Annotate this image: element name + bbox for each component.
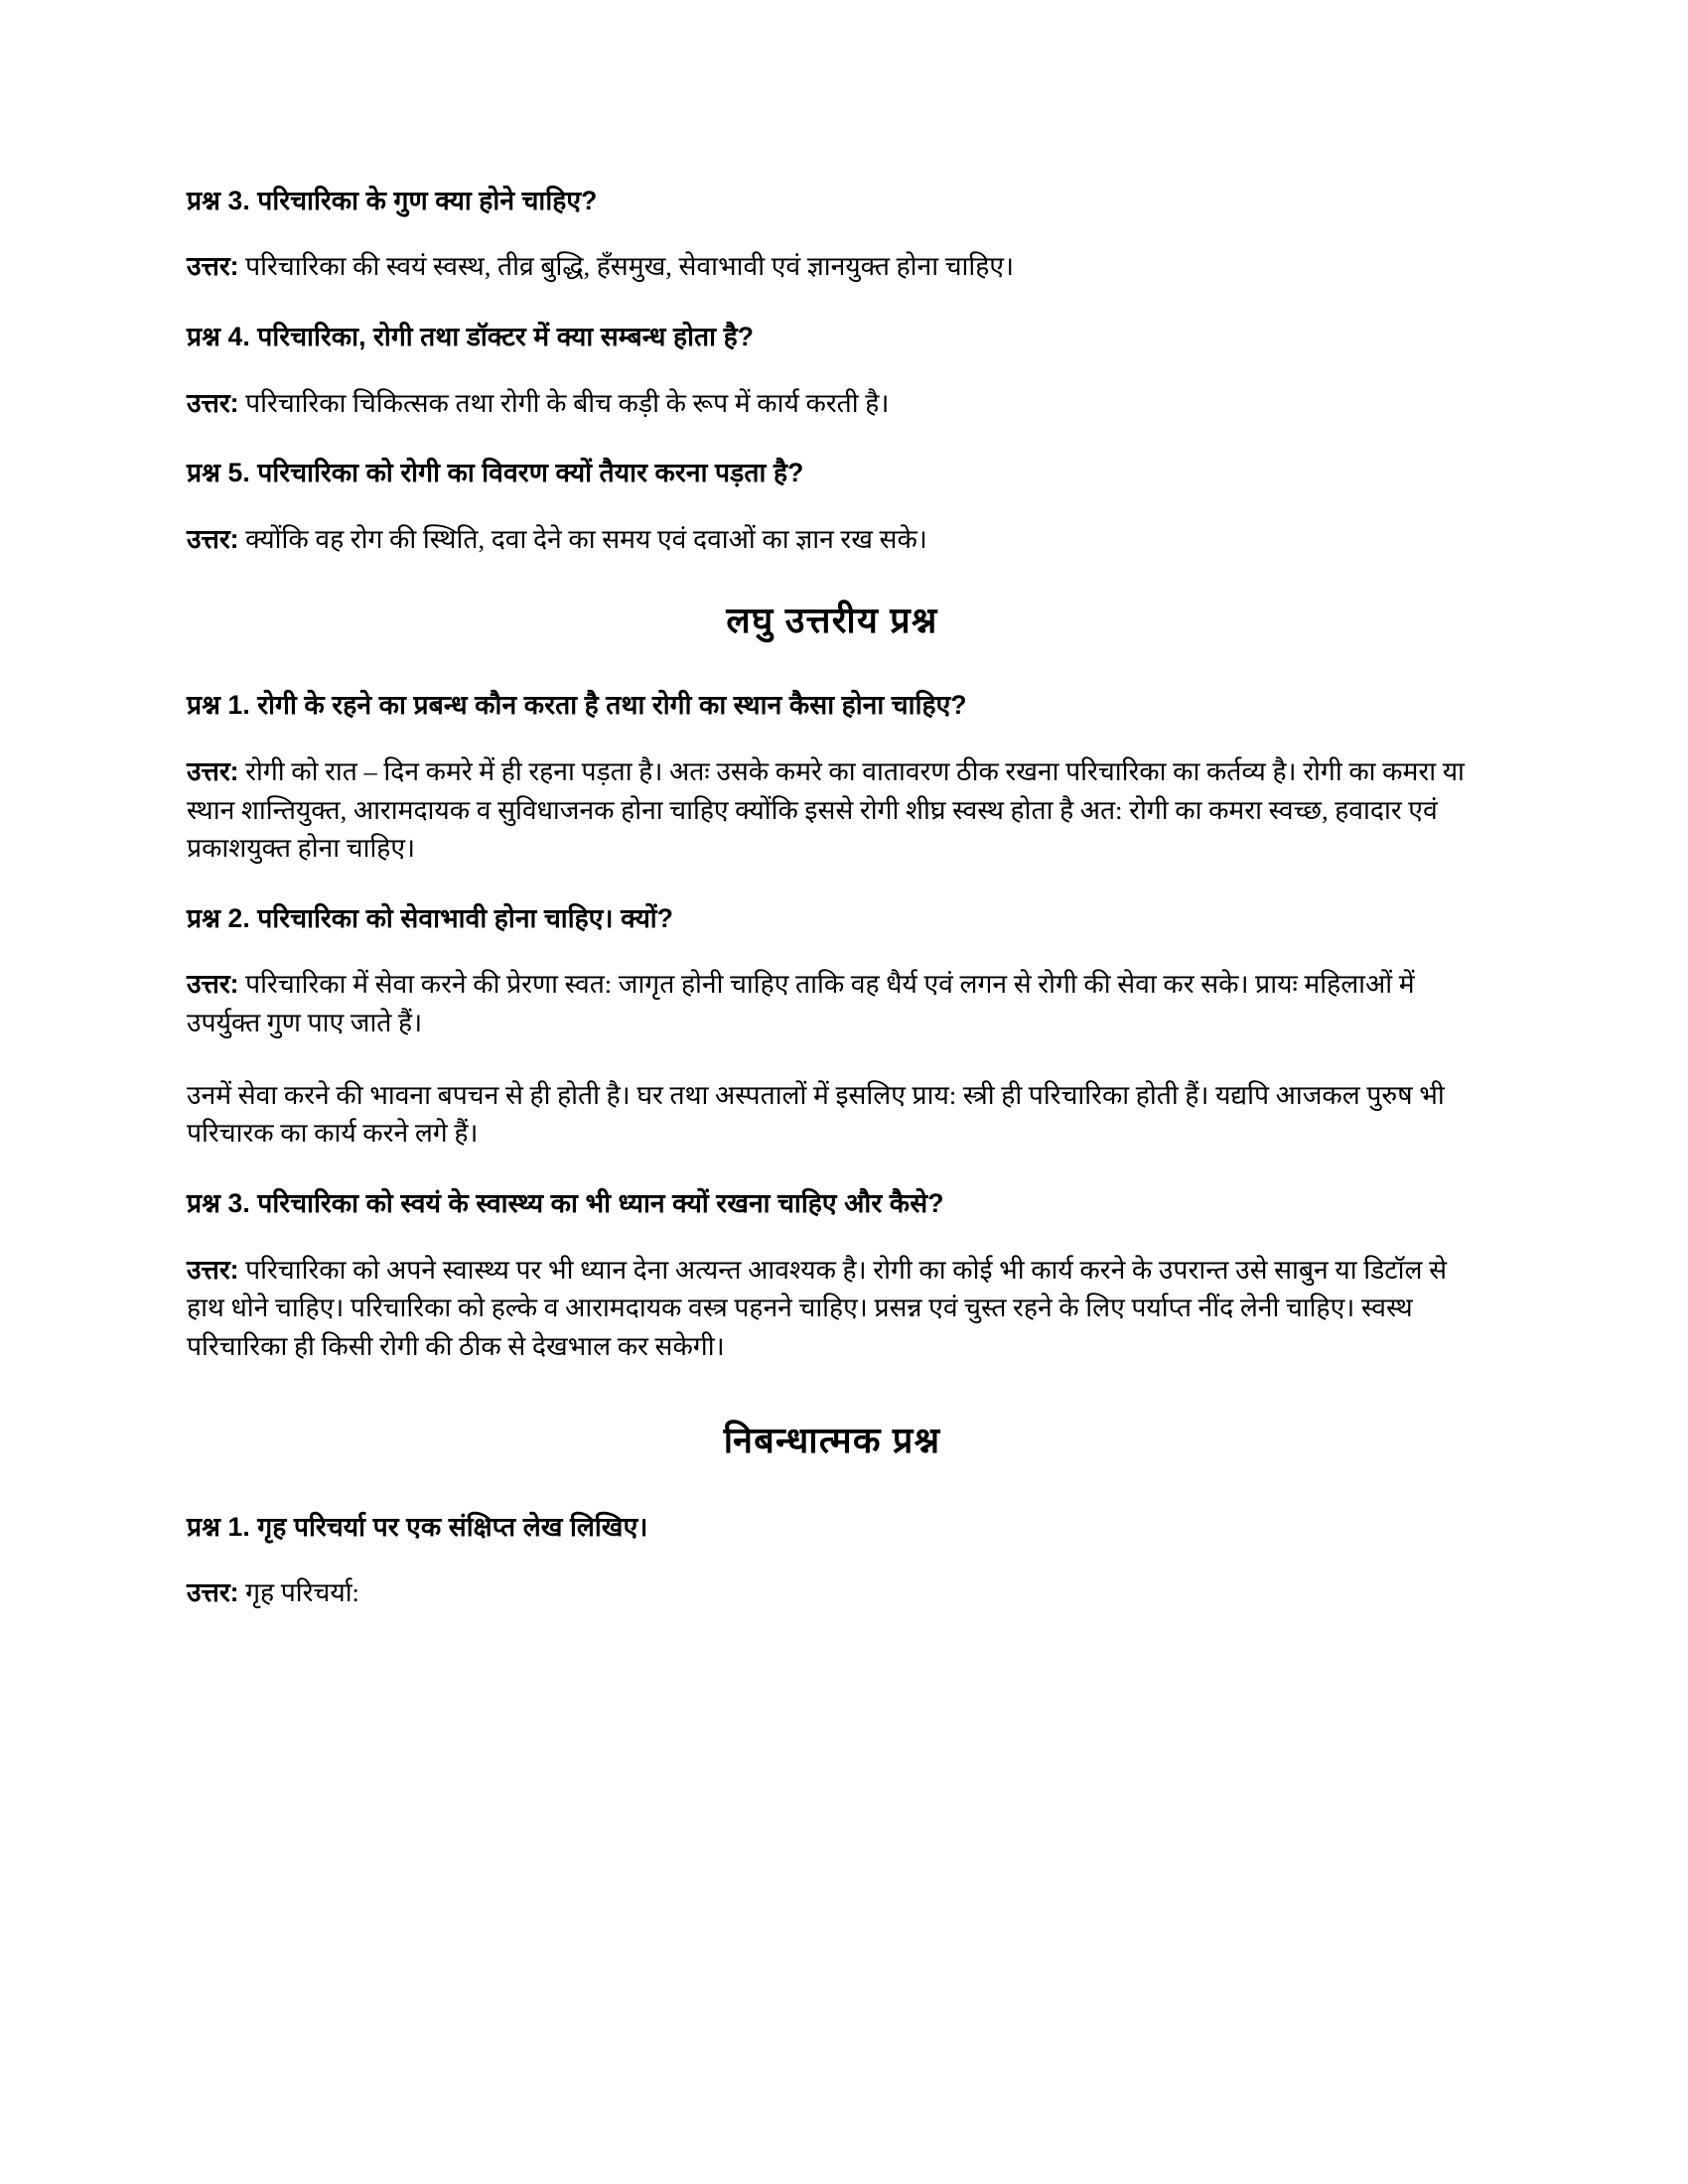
question-heading-short-q2: प्रश्न 2. परिचारिका को सेवाभावी होना चाहिए। क्यों? — [187, 902, 674, 933]
question-heading-short-q3: प्रश्न 3. परिचारिका को स्वयं के स्वास्थ्य का भी ध्यान क्यों रखना चाहिए और कैसे? — [187, 1188, 944, 1219]
answer-label: उत्तर: — [187, 1254, 239, 1285]
section-heading-short-answer: लघु उत्तरीय प्रश्न — [726, 600, 938, 641]
answer-paragraph-q5 — [187, 520, 1477, 559]
answer-text: परिचारिका में सेवा करने की प्रेरणा स्वत: जागृत होनी चाहिए ताकि वह धैर्य एवं लगन से रोगी की सेवा कर सके। प्रायः महिलाओं में उपर्युक्त गुण पाए जाते हैं। — [187, 969, 1415, 1037]
question-heading-q4: प्रश्न 4. परिचारिका, रोगी तथा डॉक्टर में क्या सम्बन्ध होता है? — [187, 322, 755, 352]
answer-continuation-short-q2: उनमें सेवा करने की भावना बपचन से ही होती है। घर तथा अस्पतालों में इसलिए प्राय: स्त्री ही परिचारिका होती हैं। यद्यपि आजकल पुरुष भी परिचारक का कार्य करने लगे हैं। — [187, 1079, 1445, 1149]
answer-label: उत्तर: — [187, 251, 239, 282]
document-content — [187, 184, 1477, 1612]
answer-paragraph-short-q3 — [187, 1251, 1477, 1366]
question-heading-short-q1: प्रश्न 1. रोगी के रहने का प्रबन्ध कौन करता है तथा रोगी का स्थान कैसा होना चाहिए? — [187, 690, 967, 721]
answer-text: क्योंकि वह रोग की स्थिति, दवा देने का समय एवं दवाओं का ज्ञान रख सके। — [238, 523, 927, 554]
answer-text: रोगी को रात – दिन कमरे में ही रहना पड़ता है। अतः उसके कमरे का वातावरण ठीक रखना परिचारिका का कर्तव्य है। रोगी का कमरा या स्थान शान्तियुक्त, आरामदायक व सुविधाजनक होना चाहिए क्योंकि इससे रोगी शीघ्र स्वस्थ होता है अत: रोगी का कमरा स्वच्छ, हवादार एवं प्रकाशयुक्त होना चाहिए। — [187, 755, 1465, 864]
section-heading-essay: निबन्धात्मक प्रश्न — [723, 1419, 941, 1460]
question-heading-q5: प्रश्न 5. परिचारिका को रोगी का विवरण क्यों तैयार करना पड़ता है? — [187, 458, 804, 488]
answer-text: परिचारिका को अपने स्वास्थ्य पर भी ध्यान देना अत्यन्त आवश्यक है। रोगी का कोई भी कार्य करने के उपरान्त उसे साबुन या डिटॉल से हाथ धोने चाहिए। परिचारिका को हल्के व आरामदायक वस्त्र पहनने चाहिए। प्रसन्न एवं चुस्त रहने के लिए पर्याप्त नींद लेनी चाहिए। स्वस्थ परिचारिका ही किसी रोगी की ठीक से देखभाल कर सकेगी। — [187, 1254, 1448, 1361]
answer-label: उत्तर: — [187, 387, 239, 418]
answer-text: परिचारिका की स्वयं स्वस्थ, तीव्र बुद्धि, हँसमुख, सेवाभावी एवं ज्ञानयुक्त होना चाहिए। — [238, 251, 1015, 282]
question-heading-essay-q1: प्रश्न 1. गृह परिचर्या पर एक संक्षिप्त लेख लिखिए। — [187, 1511, 648, 1542]
answer-text: गृह परिचर्या: — [238, 1577, 359, 1607]
answer-paragraph-short-q2 — [187, 965, 1477, 1041]
answer-label: उत्तर: — [187, 755, 239, 786]
answer-label: उत्तर: — [187, 1577, 239, 1607]
answer-text: परिचारिका चिकित्सक तथा रोगी के बीच कड़ी के रूप में कार्य करती है। — [238, 387, 890, 418]
question-heading-q3: प्रश्न 3. परिचारिका के गुण क्या होने चाहिए? — [187, 186, 598, 215]
answer-label: उत्तर: — [187, 523, 239, 554]
answer-paragraph-short-q1 — [187, 752, 1477, 868]
answer-label: उत्तर: — [187, 969, 239, 1000]
answer-paragraph-essay-q1 — [187, 1573, 1477, 1612]
answer-paragraph-q3 — [187, 247, 1477, 286]
answer-paragraph-q4 — [187, 384, 1477, 423]
